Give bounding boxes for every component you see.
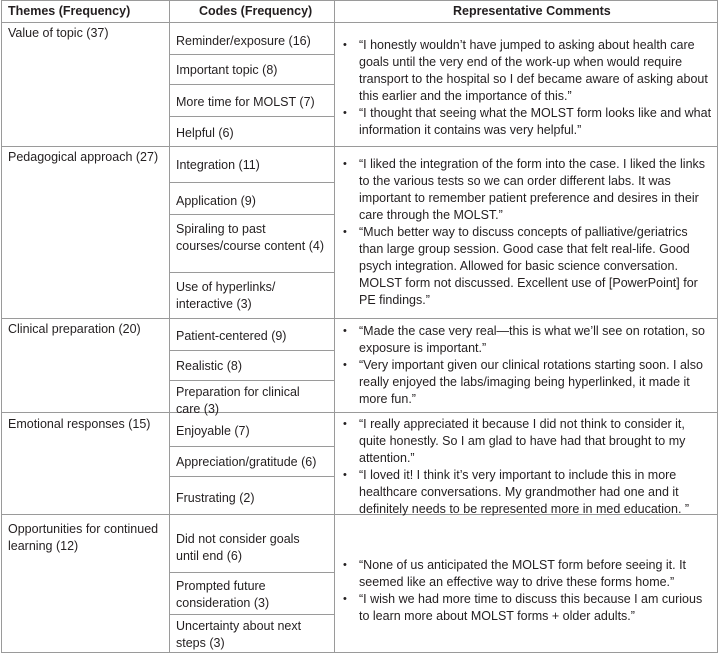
comment-item: • “I thought that seeing what the MOLST form looks like and what information it contains was very helpful.” [343, 106, 712, 137]
theme-cell: Pedagogical approach (27) [8, 150, 159, 164]
comment-item: • “Made the case very real—this is what we’ll see on rotation, so exposure is important.” [343, 324, 705, 355]
column-divider-1 [169, 0, 170, 653]
column-divider-2 [334, 0, 335, 653]
theme-cell: Clinical preparation (20) [8, 322, 141, 336]
code-divider [169, 380, 334, 381]
table-border-left [1, 0, 2, 653]
header-divider [1, 22, 718, 23]
code-cell: Spiraling to past courses/course content (4) [176, 222, 324, 253]
code-cell: Application (9) [176, 194, 256, 208]
code-divider [169, 116, 334, 117]
header-codes: Codes (Frequency) [199, 4, 313, 18]
bullet-icon: • [343, 39, 347, 51]
comments-cell [337, 416, 713, 518]
code-cell: Appreciation/gratitude (6) [176, 455, 317, 469]
comments-cell [337, 557, 713, 625]
code-divider [169, 446, 334, 447]
bullet-icon: • [343, 325, 347, 337]
row-divider [1, 146, 718, 147]
bullet-icon: • [343, 469, 347, 481]
code-divider [169, 214, 334, 215]
code-divider [169, 614, 334, 615]
code-divider [169, 84, 334, 85]
code-divider [169, 476, 334, 477]
theme-cell: Value of topic (37) [8, 26, 109, 40]
bullet-icon: • [343, 226, 347, 238]
comments-cell [337, 37, 713, 139]
code-cell: Patient-centered (9) [176, 329, 287, 343]
comment-item: • “I really appreciated it because I did not think to consider it, quite honestly. So I am glad to have had that brought to my attention.” [343, 417, 686, 465]
code-cell: Realistic (8) [176, 359, 242, 373]
bullet-icon: • [343, 418, 347, 430]
bullet-icon: • [343, 559, 347, 571]
code-cell: Important topic (8) [176, 63, 278, 77]
header-themes: Themes (Frequency) [8, 4, 131, 18]
code-cell: Enjoyable (7) [176, 424, 250, 438]
table-border-right [717, 0, 718, 653]
bullet-icon: • [343, 359, 347, 371]
code-cell: More time for MOLST (7) [176, 95, 315, 109]
code-cell: Prompted future consideration (3) [176, 579, 270, 610]
bullet-icon: • [343, 107, 347, 119]
code-cell: Did not consider goals until end (6) [176, 532, 300, 563]
code-divider [169, 182, 334, 183]
code-cell: Reminder/exposure (16) [176, 34, 311, 48]
code-divider [169, 272, 334, 273]
code-cell: Helpful (6) [176, 126, 234, 140]
comment-item: • “Much better way to discuss concepts of palliative/geriatrics than large group session. Good case that felt real-life. Good psych integration. Allowed for basic science conversation. MOLST form not discussed. Excellent use of [PowerPoint] for PE findings.” [343, 225, 698, 307]
header-comments: Representative Comments [453, 4, 611, 18]
code-cell: Integration (11) [176, 158, 260, 172]
comment-item: • “I honestly wouldn’t have jumped to asking about health care goals until the very end of the work-up when would require transport to the hospital so I def became aware of asking about this earlier and the importance of this.” [343, 38, 708, 103]
code-cell: Frustrating (2) [176, 491, 255, 505]
comments-cell [337, 156, 713, 309]
comment-item: • “I liked the integration of the form into the case. I liked the links to the various tests so we can order different labs. It was important to remember patient preference and desires in their care through the MOLST.” [343, 157, 706, 222]
comment-item: • “I loved it! I think it’s very important to include this in more healthcare conversations. My grandmother had one and it definitely needs to be represented more in med education. ” [343, 468, 690, 516]
theme-cell: Emotional responses (15) [8, 417, 151, 431]
code-divider [169, 54, 334, 55]
code-divider [169, 572, 334, 573]
bullet-icon: • [343, 158, 347, 170]
code-cell: Uncertainty about next steps (3) [176, 619, 302, 650]
comment-item: • “I wish we had more time to discuss this because I am curious to learn more about MOLST forms + older adults.” [343, 592, 703, 623]
bullet-icon: • [343, 593, 347, 605]
code-cell: Use of hyperlinks/ interactive (3) [176, 280, 276, 311]
row-divider [1, 318, 718, 319]
table-border-bottom [1, 652, 718, 653]
code-cell: Preparation for clinical care (3) [176, 385, 300, 416]
themes-codes-comments-table [1, 0, 718, 653]
comment-item: • “None of us anticipated the MOLST form before seeing it. It seemed like an effective way to drive these forms home.” [343, 558, 687, 589]
comments-cell [337, 323, 713, 408]
comment-item: • “Very important given our clinical rotations starting soon. I also really enjoyed the labs/imaging being hyperlinked, it made it more fun.” [343, 358, 703, 406]
row-divider [1, 412, 718, 413]
code-divider [169, 350, 334, 351]
theme-cell: Opportunities for continued learning (12) [8, 522, 159, 553]
